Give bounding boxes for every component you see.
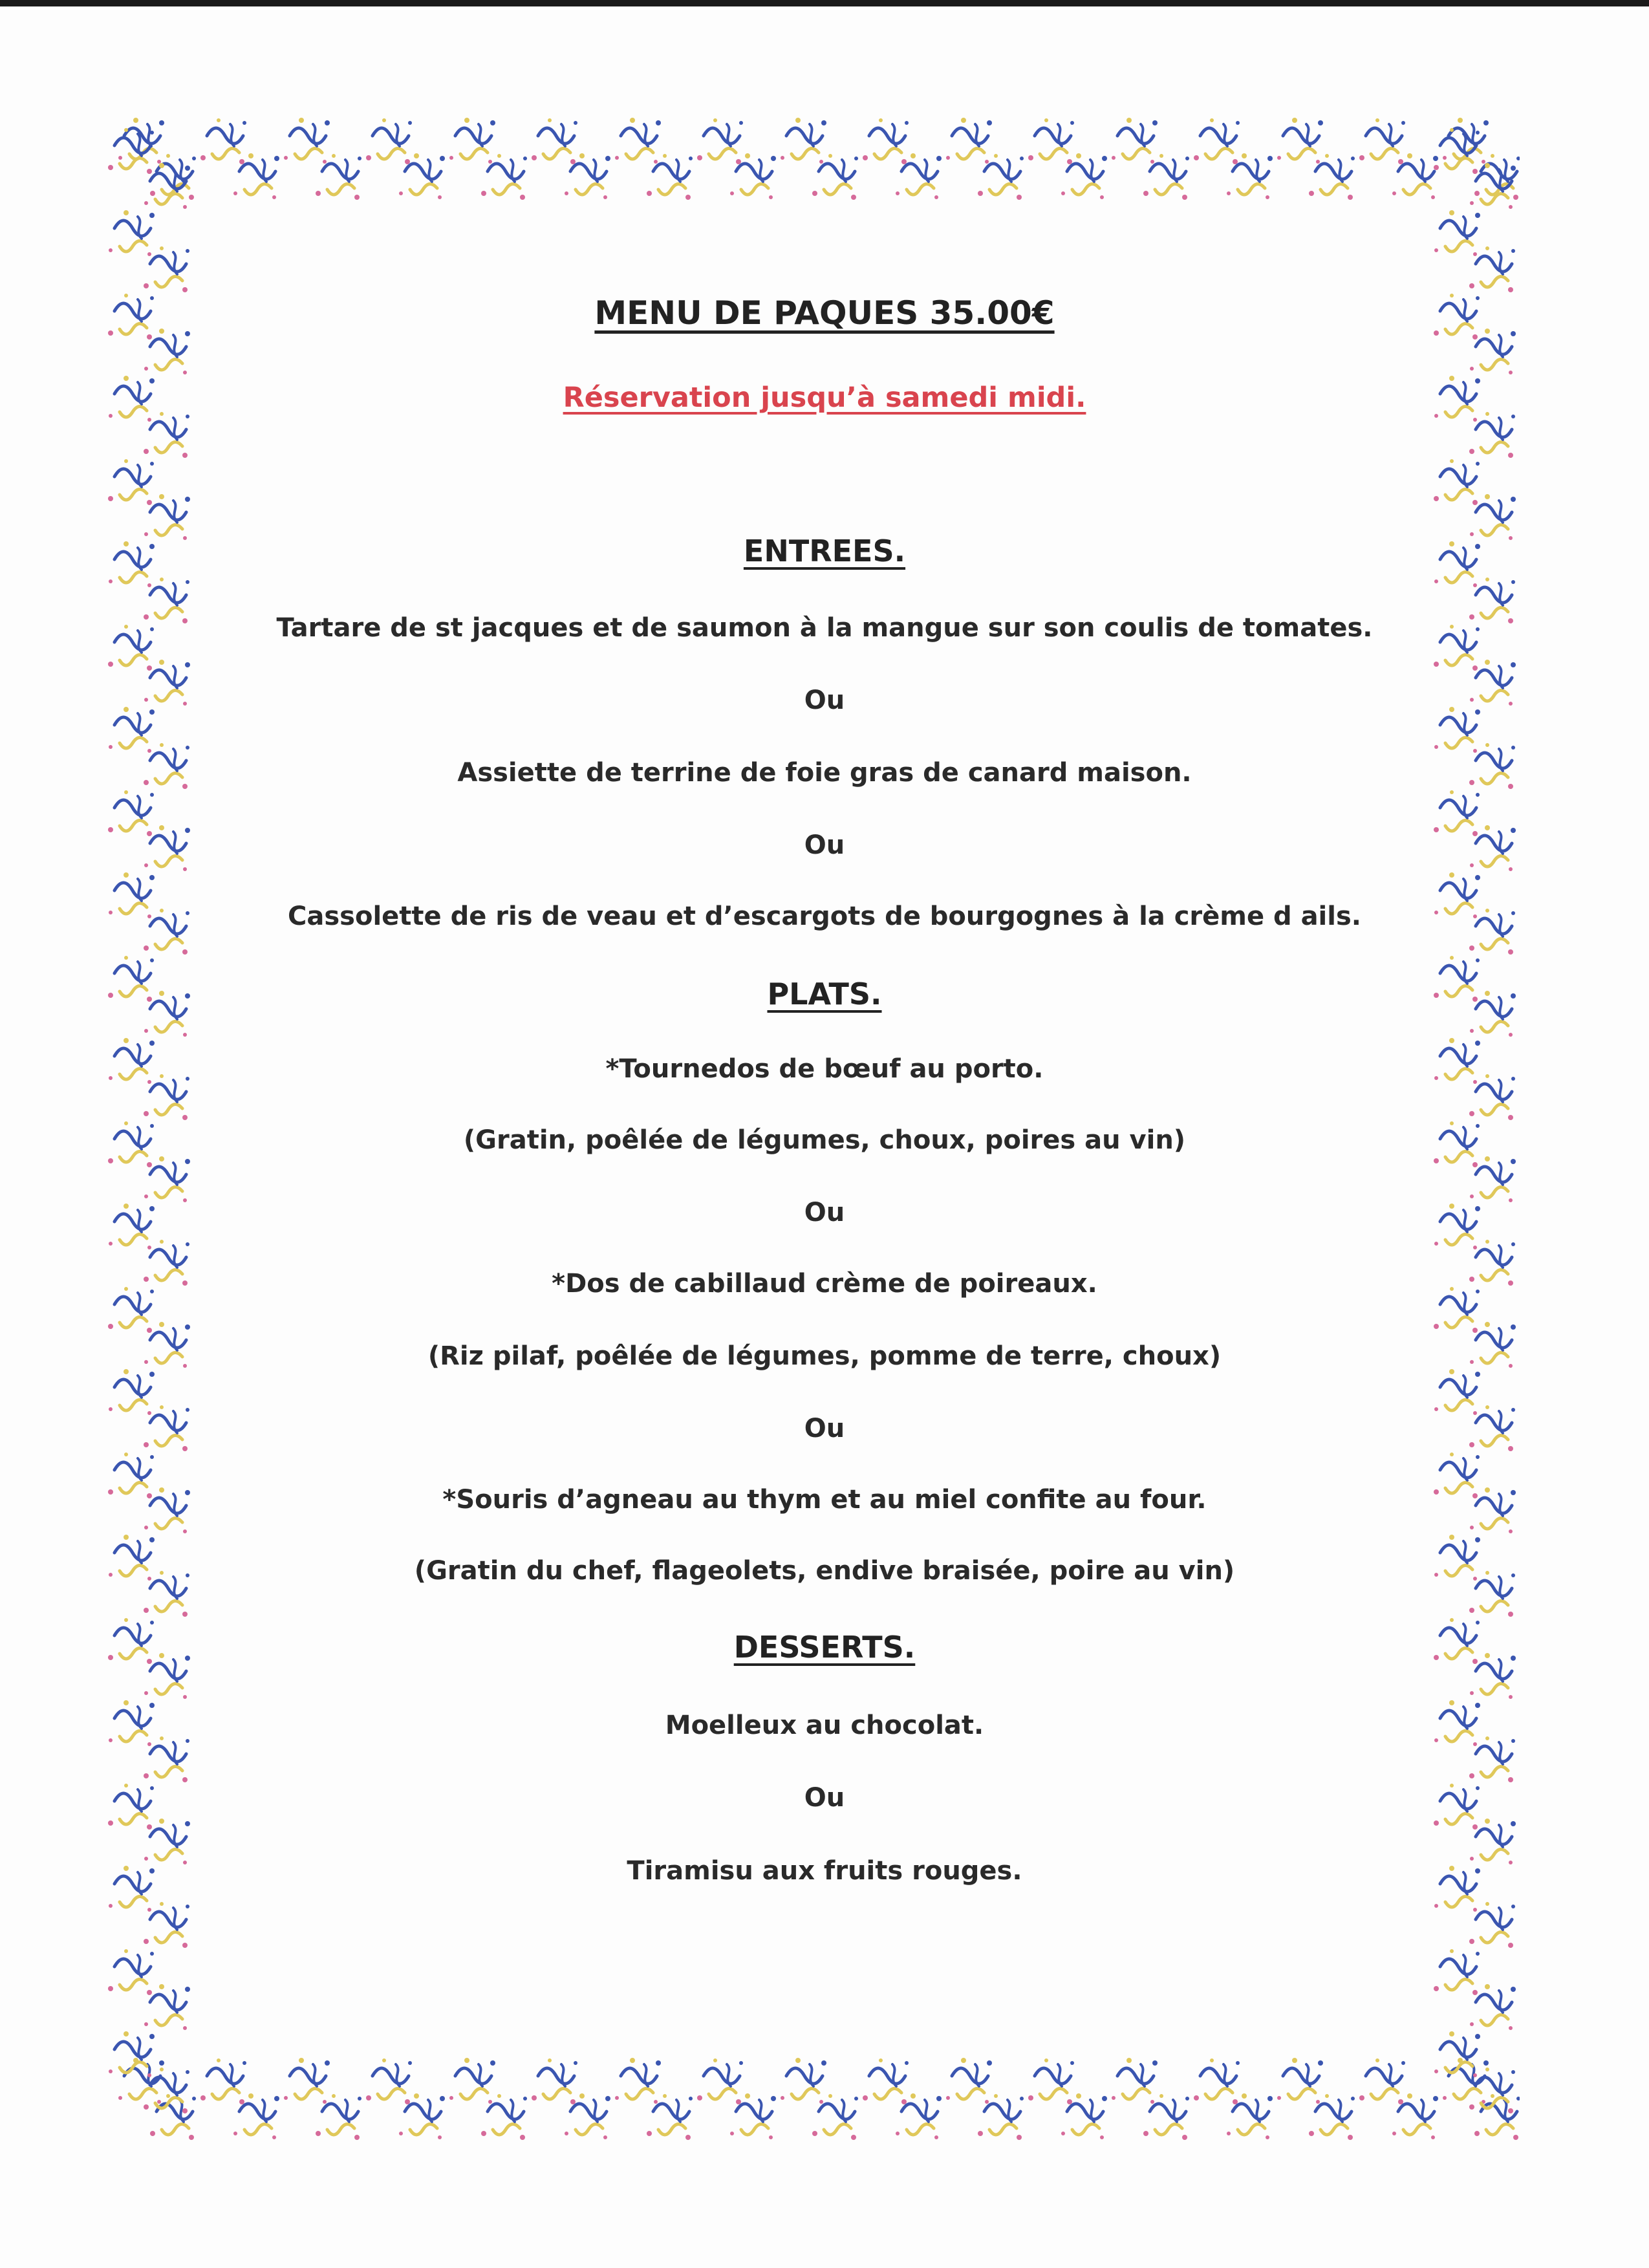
streamer-motif — [109, 1535, 155, 1581]
streamer-motif — [615, 118, 661, 164]
streamer-motif — [1434, 128, 1480, 174]
streamer-motif — [481, 154, 527, 200]
streamer-motif — [108, 1949, 154, 1995]
separator-or: Ou — [804, 686, 845, 715]
streamer-motif — [316, 2094, 361, 2140]
streamer-motif — [1309, 2094, 1355, 2140]
plat-item-3: *Souris d’agneau au thym et au miel confite au four. — [442, 1485, 1207, 1515]
streamer-motif — [863, 2058, 909, 2104]
streamer-motif — [449, 2058, 495, 2104]
plat-item-3-sides: (Gratin du chef, flageolets, endive braisée, poire au vin) — [414, 1556, 1235, 1586]
separator-or: Ou — [804, 1414, 845, 1443]
streamer-motif — [109, 376, 155, 422]
streamer-motif — [615, 2058, 661, 2104]
entree-item-3: Cassolette de ris de veau et d’escargots de bourgognes à la crème d ails. — [288, 902, 1361, 931]
streamer-motif — [532, 2058, 577, 2104]
streamer-motif — [109, 707, 155, 753]
streamer-border-bottom — [103, 2053, 1520, 2144]
streamer-motif — [812, 154, 858, 200]
streamer-border-left — [103, 113, 194, 2144]
streamer-motif — [108, 1121, 154, 1167]
streamer-motif — [647, 2094, 693, 2140]
streamer-motif — [109, 1700, 155, 1746]
streamer-motif — [109, 1204, 155, 1249]
streamer-motif — [109, 872, 155, 918]
plat-item-2: *Dos de cabillaud crème de poireaux. — [552, 1269, 1097, 1299]
plat-item-2-sides: (Riz pilaf, poêlée de légumes, pomme de terre, choux) — [427, 1341, 1222, 1371]
streamer-motif — [316, 154, 361, 200]
streamer-motif — [366, 118, 412, 164]
streamer-motif — [1112, 118, 1158, 164]
streamer-motif — [108, 625, 154, 671]
streamer-motif — [109, 210, 155, 256]
streamer-motif — [1434, 790, 1480, 836]
streamer-motif — [1143, 2094, 1189, 2140]
dessert-item-2: Tiramisu aux fruits rouges. — [627, 1856, 1022, 1886]
streamer-motif — [284, 118, 330, 164]
streamer-motif — [532, 118, 577, 164]
streamer-motif — [647, 154, 693, 200]
section-heading-entrees: ENTREES. — [743, 534, 906, 568]
streamer-motif — [781, 118, 826, 164]
streamer-motif — [109, 2031, 155, 2077]
streamer-motif — [1194, 2058, 1240, 2104]
streamer-motif — [108, 294, 154, 340]
streamer-motif — [449, 118, 495, 164]
streamer-motif — [1359, 118, 1405, 164]
streamer-motif — [697, 118, 743, 164]
streamer-motif — [108, 459, 154, 505]
streamer-motif — [108, 1784, 154, 1830]
entree-item-2: Assiette de terrine de foie gras de canard maison. — [457, 758, 1192, 788]
streamer-motif — [1143, 154, 1189, 200]
streamer-motif — [108, 790, 154, 836]
streamer-motif — [1434, 1949, 1480, 1995]
menu-title: MENU DE PAQUES 35.00€ — [594, 294, 1055, 332]
dessert-item-1: Moelleux au chocolat. — [665, 1711, 984, 1740]
streamer-motif — [481, 2094, 527, 2140]
streamer-motif — [1434, 1369, 1480, 1415]
streamer-motif — [781, 2058, 826, 2104]
streamer-motif — [978, 2094, 1024, 2140]
streamer-motif — [1028, 2058, 1074, 2104]
streamer-motif — [108, 128, 154, 174]
streamer-motif — [284, 2058, 330, 2104]
streamer-motif — [1194, 118, 1240, 164]
streamer-motif — [1028, 118, 1074, 164]
streamer-motif — [1277, 118, 1323, 164]
separator-or: Ou — [804, 1198, 845, 1227]
streamer-motif — [109, 1866, 155, 1912]
streamer-motif — [1434, 2031, 1480, 2077]
streamer-motif — [108, 1618, 154, 1664]
streamer-border-top — [103, 113, 1520, 204]
reservation-note: Réservation jusqu’à samedi midi. — [563, 382, 1086, 414]
streamer-motif — [108, 1287, 154, 1333]
scan-edge — [0, 0, 1649, 6]
streamer-motif — [1359, 2058, 1405, 2104]
streamer-motif — [200, 2058, 246, 2104]
streamer-motif — [1112, 2058, 1158, 2104]
section-heading-plats: PLATS. — [767, 977, 882, 1011]
entree-item-1: Tartare de st jacques et de saumon à la mangue sur son coulis de tomates. — [276, 613, 1373, 643]
separator-or: Ou — [804, 1783, 845, 1813]
streamer-motif — [108, 1453, 154, 1498]
streamer-motif — [946, 118, 992, 164]
streamer-motif — [812, 2094, 858, 2140]
streamer-motif — [109, 541, 155, 587]
section-heading-desserts: DESSERTS. — [733, 1630, 916, 1665]
streamer-motif — [946, 2058, 992, 2104]
separator-or: Ou — [804, 830, 845, 860]
streamer-motif — [978, 154, 1024, 200]
streamer-motif — [109, 1038, 155, 1084]
streamer-motif — [109, 1369, 155, 1415]
streamer-motif — [200, 118, 246, 164]
streamer-motif — [697, 2058, 743, 2104]
streamer-motif — [1434, 459, 1480, 505]
streamer-motif — [1309, 154, 1355, 200]
streamer-motif — [366, 2058, 412, 2104]
plat-item-1-sides: (Gratin, poêlée de légumes, choux, poires au vin) — [463, 1125, 1186, 1155]
streamer-motif — [1277, 2058, 1323, 2104]
streamer-motif — [1434, 210, 1480, 256]
streamer-motif — [108, 956, 154, 1002]
streamer-motif — [863, 118, 909, 164]
plat-item-1: *Tournedos de bœuf au porto. — [605, 1054, 1044, 1084]
